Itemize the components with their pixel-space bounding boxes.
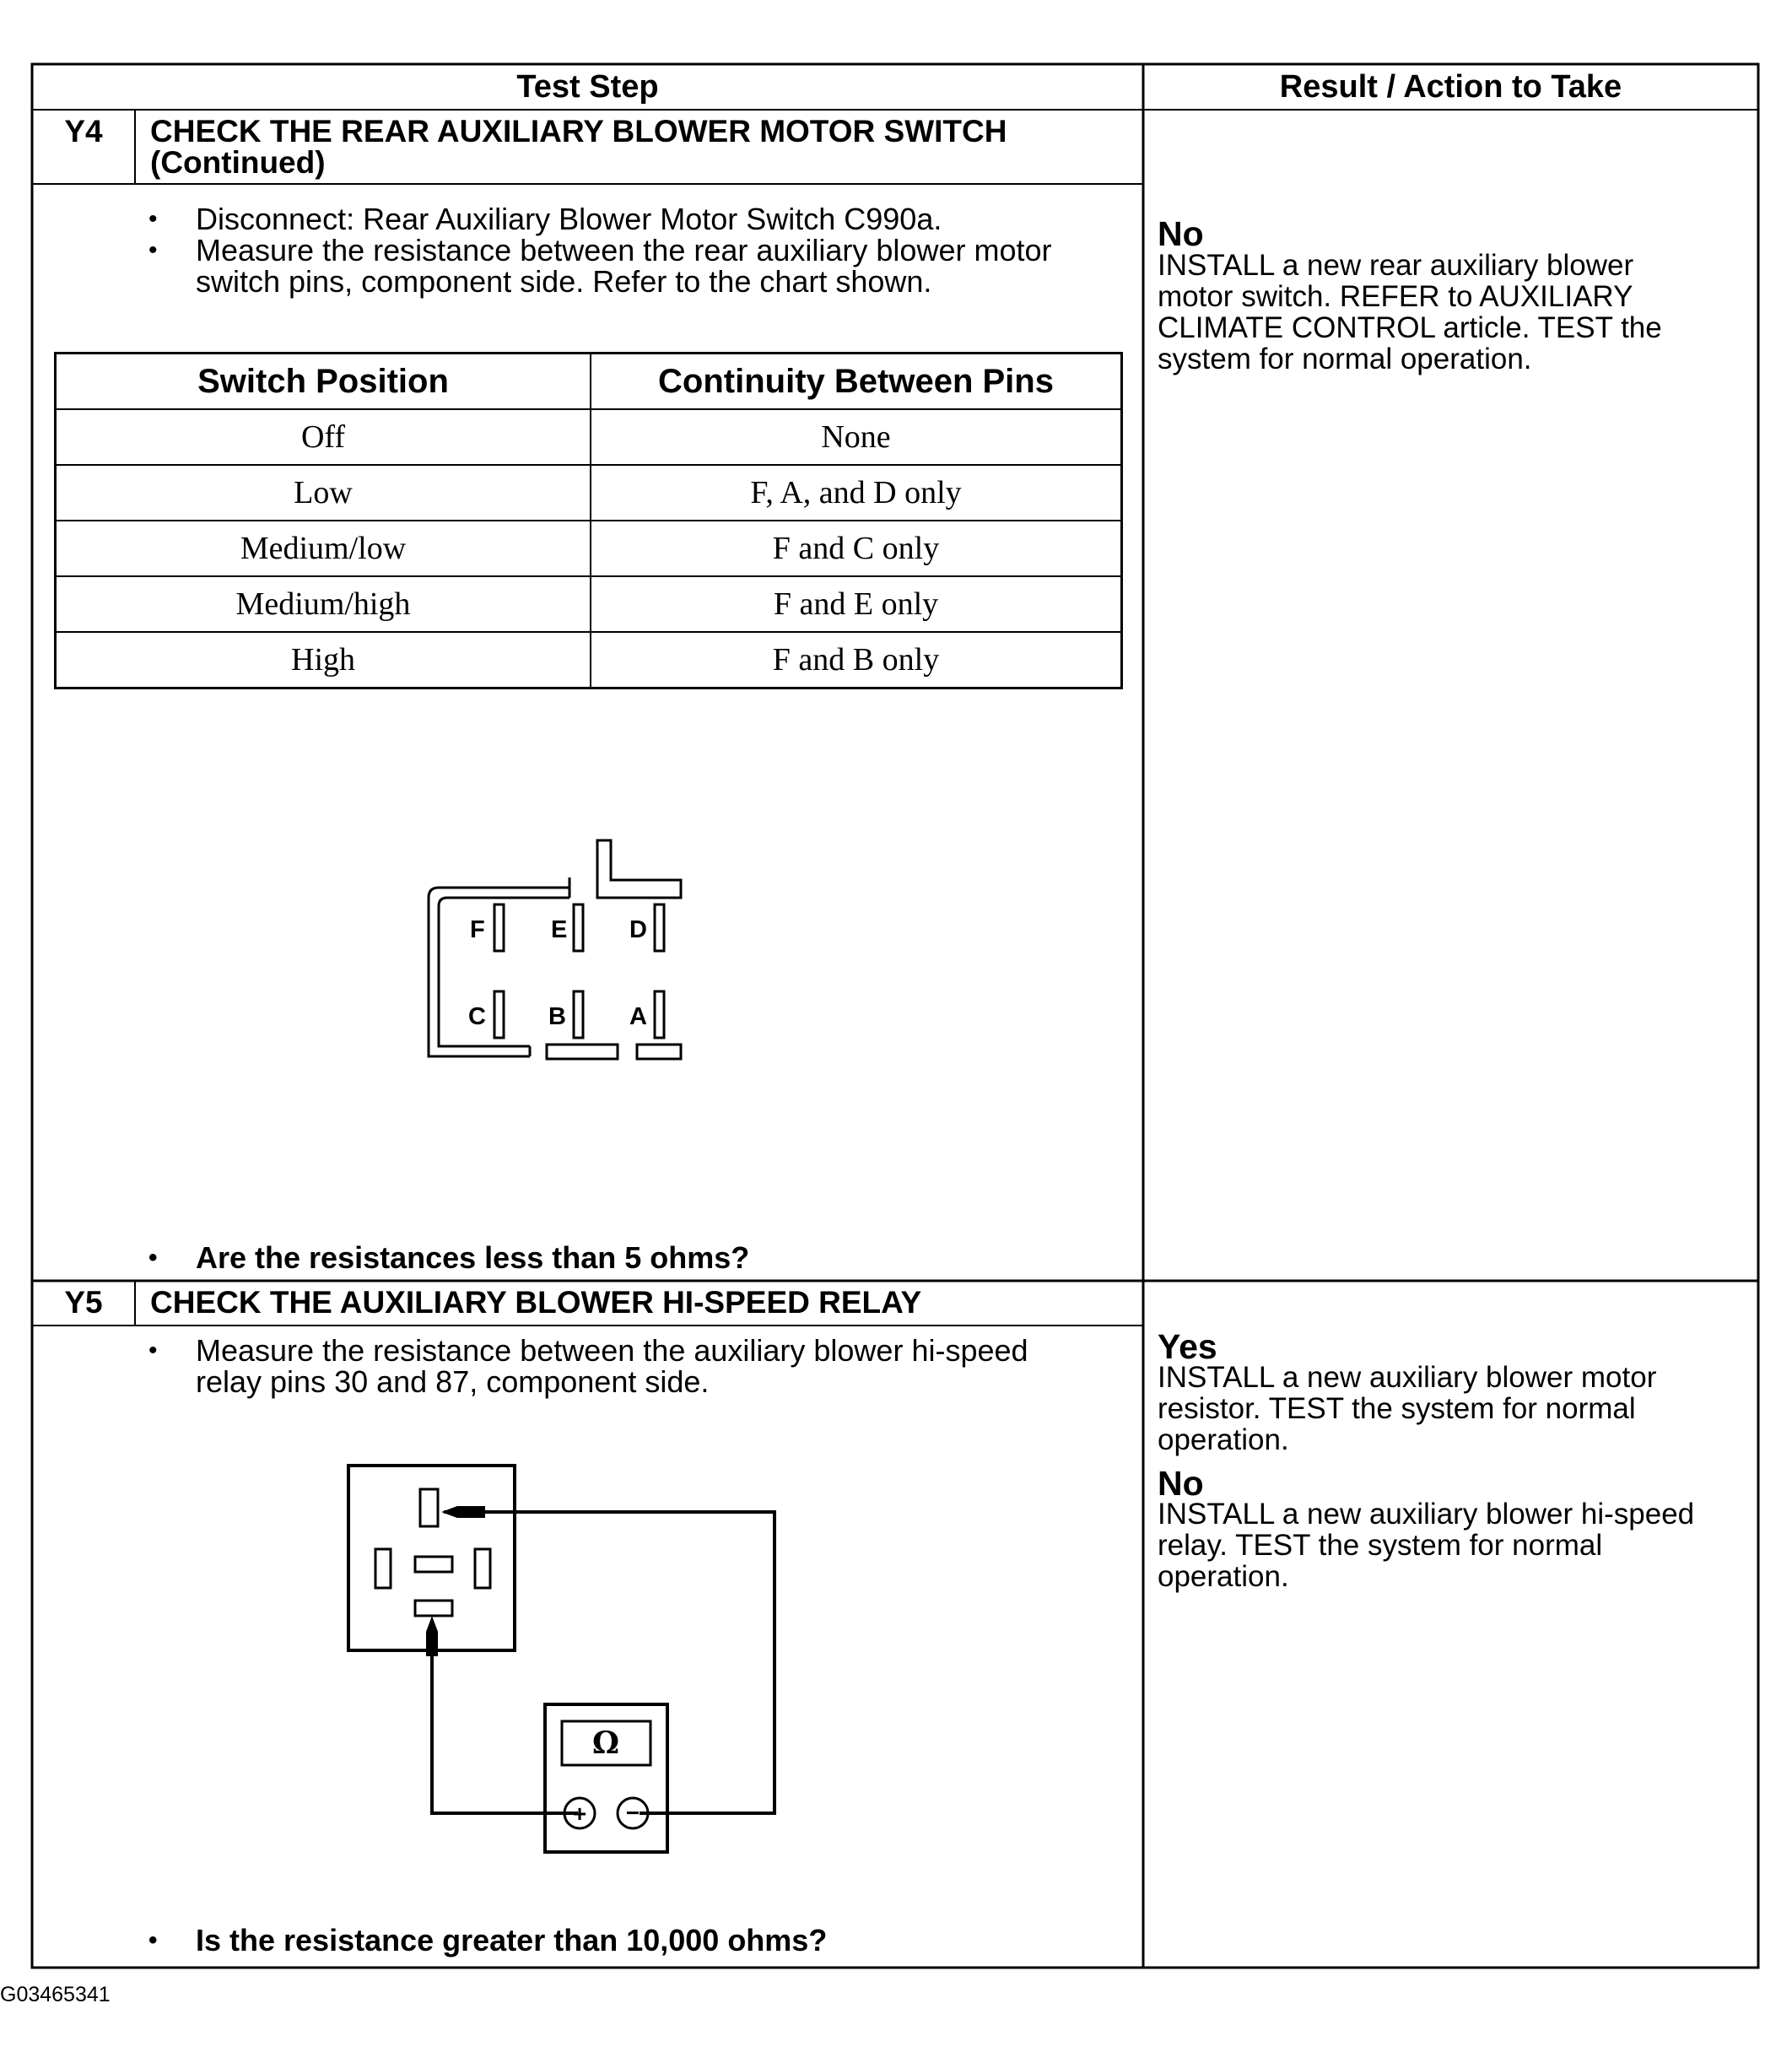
pin-d [655,904,664,951]
pin-label: A [629,1003,647,1030]
step-title-y4: CHECK THE REAR AUXILIARY BLOWER MOTOR SWITCH [150,114,1007,148]
y5-result-yes-text [1158,1362,1656,1455]
switch-position-cell: High [56,632,591,688]
question-text: Are the resistances less than 5 ohms? [196,1240,750,1275]
figure-id: G03465341 [0,1983,111,2006]
continuity-cell: F and E only [591,576,1122,632]
positive-lead [432,1640,578,1813]
switch-position-cell: Off [56,409,591,465]
step-id-y4: Y4 [64,114,103,148]
y4-question [148,1242,749,1273]
bullet-icon: • [148,1244,158,1272]
pin-label: B [548,1003,566,1030]
bullet-icon: • [148,205,158,233]
bullet-icon: • [148,236,158,264]
y4-result-label-no: No [1158,214,1204,253]
switch-position-cell: Low [56,465,591,521]
table-row [56,521,1122,576]
negative-lead [444,1512,775,1813]
y4-bullet-disconnect [148,203,942,235]
relay-pin-30 [420,1489,438,1526]
result-line: INSTALL a new rear auxiliary blower [1158,249,1634,282]
result-line: relay. TEST the system for normal [1158,1529,1603,1562]
relay-pin-center [415,1557,452,1572]
y4-result-text [1158,250,1662,375]
y5-bullet-measure-continuation: relay pins 30 and 87, component side. [196,1364,710,1399]
relay-pin-left [375,1549,391,1588]
result-line: operation. [1158,1560,1289,1593]
pin-label: E [551,916,568,943]
pin-f [494,904,504,951]
result-line: INSTALL a new auxiliary blower hi-speed [1158,1498,1695,1531]
bullet-icon: • [148,1336,158,1364]
continuity-cell: F and C only [591,521,1122,576]
pin-c [494,991,504,1038]
column-header-result-action: Result / Action to Take [1279,69,1622,105]
continuity-cell: F and B only [591,632,1122,688]
header-continuity: Continuity Between Pins [591,354,1122,410]
pin-a [655,991,664,1038]
y5-result-label-yes: Yes [1158,1327,1217,1366]
y5-bullet-measure [148,1335,1028,1366]
minus-sign: − [625,1800,640,1826]
probe-tip-positive [427,1618,437,1655]
result-line: operation. [1158,1423,1289,1456]
switch-connector-diagram [422,835,700,1072]
table-row [56,576,1122,632]
plus-sign: + [572,1801,587,1827]
relay-pin-87 [415,1601,452,1616]
result-line: INSTALL a new auxiliary blower motor [1158,1361,1657,1394]
y5-question [148,1925,827,1956]
header-switch-position: Switch Position [56,354,591,410]
table-row [56,409,1122,465]
y4-bullet-measure-continuation: switch pins, component side. Refer to the chart shown. [196,264,932,299]
probe-tip-negative [444,1507,484,1517]
column-header-test-step: Test Step [516,69,659,105]
bullet-icon: • [148,1926,158,1954]
relay-pin-right [475,1549,490,1588]
switch-position-table [54,352,1123,689]
y4-bullet-measure [148,235,1052,266]
pin-b [574,991,583,1038]
table-row [56,465,1122,521]
bullet-text: Measure the resistance between the rear auxiliary blower motor [196,233,1052,267]
pin-label: D [629,916,647,943]
y5-result-label-no: No [1158,1464,1204,1503]
result-line: resistor. TEST the system for normal [1158,1392,1636,1425]
switch-position-cell: Medium/high [56,576,591,632]
bullet-text: Disconnect: Rear Auxiliary Blower Motor Switch C990a. [196,202,942,236]
result-line: CLIMATE CONTROL article. TEST the [1158,311,1662,344]
step-title-y4-continued: (Continued) [150,145,326,180]
pin-label: C [468,1003,486,1030]
relay-ohmmeter-diagram [337,1451,793,1856]
switch-position-cell: Medium/low [56,521,591,576]
pin-label: F [470,916,485,943]
step-id-y5: Y5 [64,1285,103,1320]
result-line: motor switch. REFER to AUXILIARY [1158,280,1633,313]
continuity-cell: None [591,409,1122,465]
table-row [56,632,1122,688]
question-text: Is the resistance greater than 10,000 ohms? [196,1923,828,1957]
result-line: system for normal operation. [1158,343,1532,375]
y5-result-no-text [1158,1498,1694,1592]
bullet-text: Measure the resistance between the auxiliary blower hi-speed [196,1333,1028,1368]
step-title-y5: CHECK THE AUXILIARY BLOWER HI-SPEED RELAY [150,1285,922,1320]
continuity-cell: F, A, and D only [591,465,1122,521]
pin-e [574,904,583,951]
table-header-row [56,354,1122,410]
ohm-symbol: Ω [591,1725,620,1761]
